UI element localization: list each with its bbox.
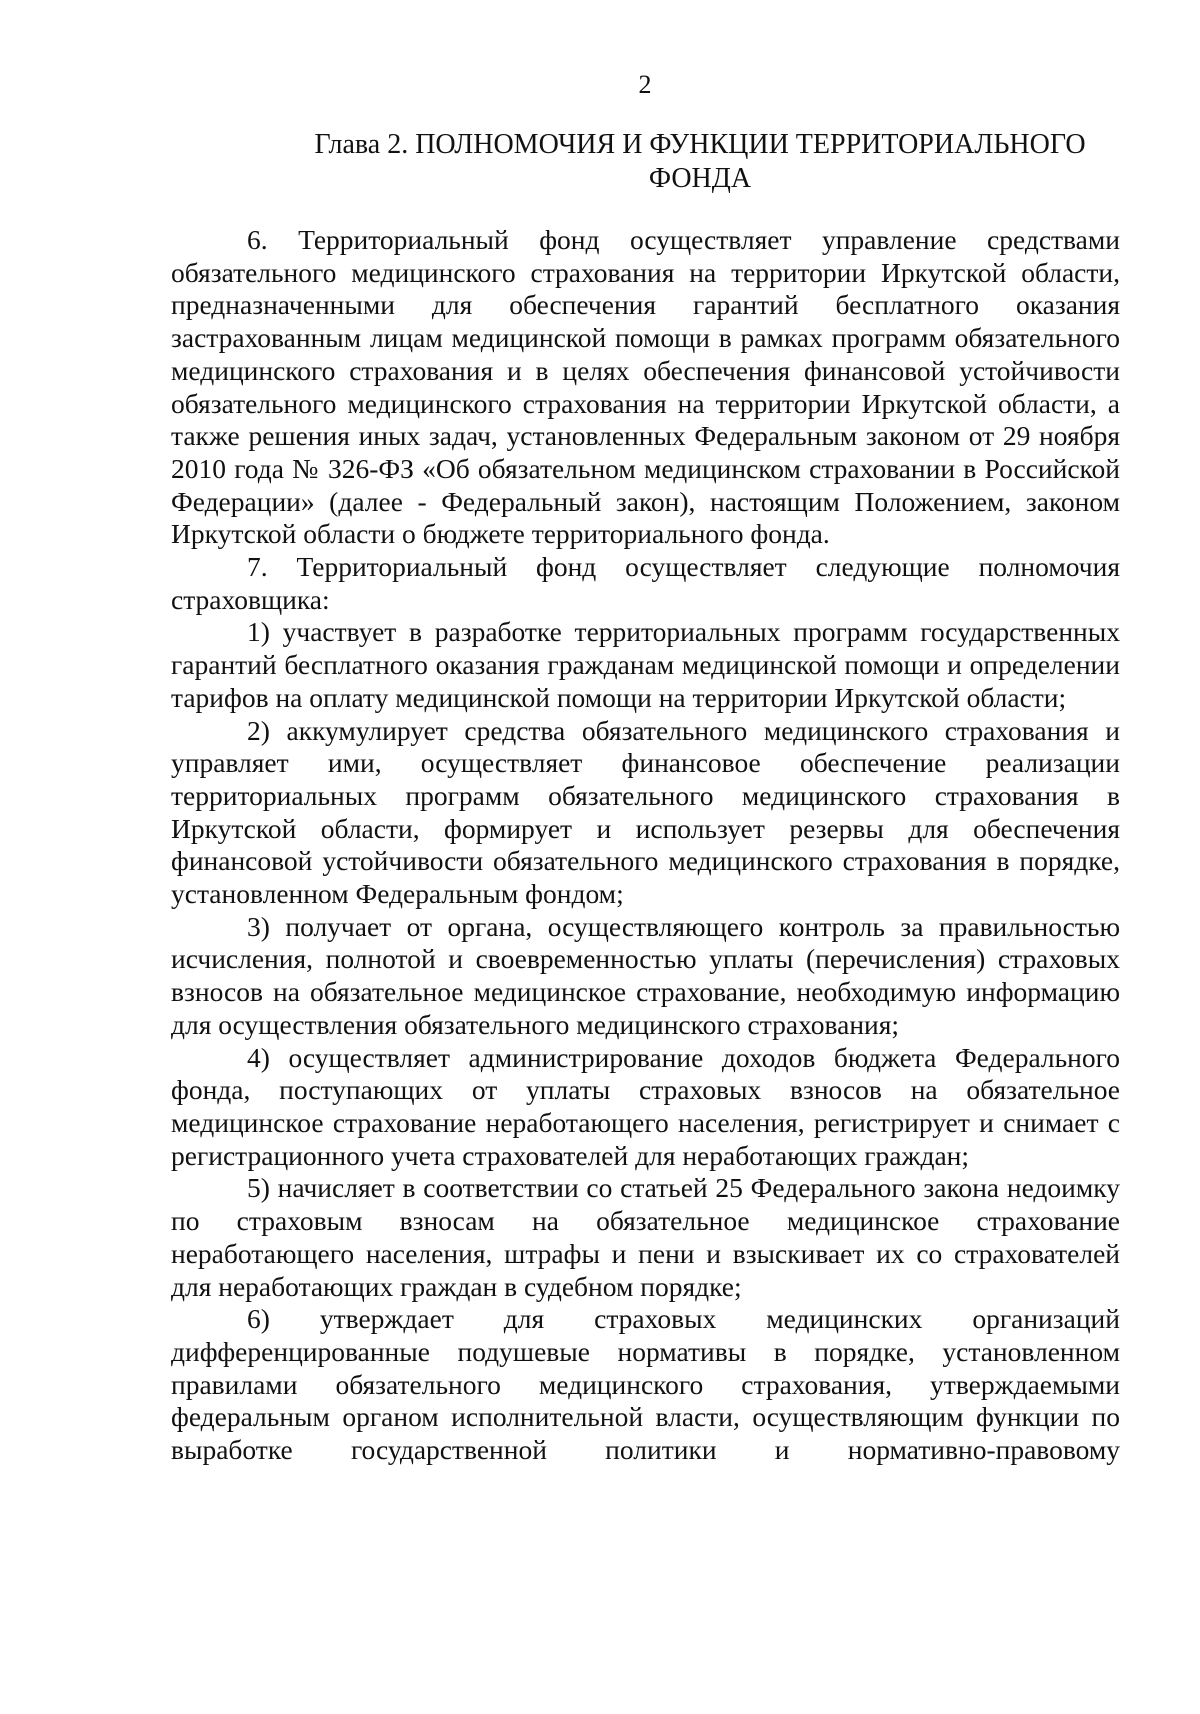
list-item-6: 6) утверждает для страховых медицинских организаций дифференцированные подушевые нормативы в порядке, установленном правилами обязательного медицинского страхования, утверждаемыми федеральным органом исполнительной власти, осуществляющим функции по выработке государственной политики и нормативно-правовому [171, 1303, 1120, 1466]
list-item-5: 5) начисляет в соответствии со статьей 25 Федерального закона недоимку по страховым взносам на обязательное медицинское страхование неработающего населения, штрафы и пени и взыскивает их со страхователей для неработающих граждан в судебном порядке; [171, 1172, 1120, 1302]
paragraph-7: 7. Территориальный фонд осуществляет следующие полномочия страховщика: [171, 551, 1120, 615]
list-item-3: 3) получает от органа, осуществляющего контроль за правильностью исчисления, полнотой и своевременностью уплаты (перечисления) страховых взносов на обязательное медицинское страхование, необходимую информацию для осуществления обязательного медицинского страхования; [171, 910, 1120, 1040]
paragraph-6: 6. Территориальный фонд осуществляет управление средствами обязательного медицинского страхования на территории Иркутской области, предназначенными для обеспечения гарантий бесплатного оказания застрахованным лицам медицинской помощи в рамках программ обязательного медицинского страхования и в целях обеспечения финансовой устойчивости обязательного медицинского страхования на территории Иркутской области, а также решения иных задач, установленных Федеральным законом от 29 ноября 2010 года № 326-ФЗ «Об обязательном медицинском страховании в Российской Федерации» (далее - Федеральный закон), настоящим Положением, законом Иркутской области о бюджете территориального фонда. [171, 224, 1120, 550]
chapter-heading [250, 128, 1150, 196]
page-number: 2 [638, 70, 652, 99]
document-body [171, 224, 1120, 1467]
list-item-4: 4) осуществляет администрирование доходов бюджета Федерального фонда, поступающих от уплаты страховых взносов на обязательное медицинское страхование неработающего населения, регистрирует и снимает с регистрационного учета страхователей для неработающих граждан; [171, 1041, 1120, 1171]
list-item-1: 1) участвует в разработке территориальных программ государственных гарантий бесплатного оказания гражданам медицинской помощи и определении тарифов на оплату медицинской помощи на территории Иркутской области; [171, 616, 1120, 713]
chapter-heading-line-2: ФОНДА [648, 163, 752, 194]
list-item-2: 2) аккумулирует средства обязательного медицинского страхования и управляет ими, осуществляет финансовое обеспечение реализации территориальных программ обязательного медицинского страхования в Иркутской области, формирует и использует резервы для обеспечения финансовой устойчивости обязательного медицинского страхования в порядке, установленном Федеральным фондом; [171, 714, 1120, 910]
chapter-heading-line-1: Глава 2. ПОЛНОМОЧИЯ И ФУНКЦИИ ТЕРРИТОРИАЛЬНОГО [314, 129, 1086, 160]
